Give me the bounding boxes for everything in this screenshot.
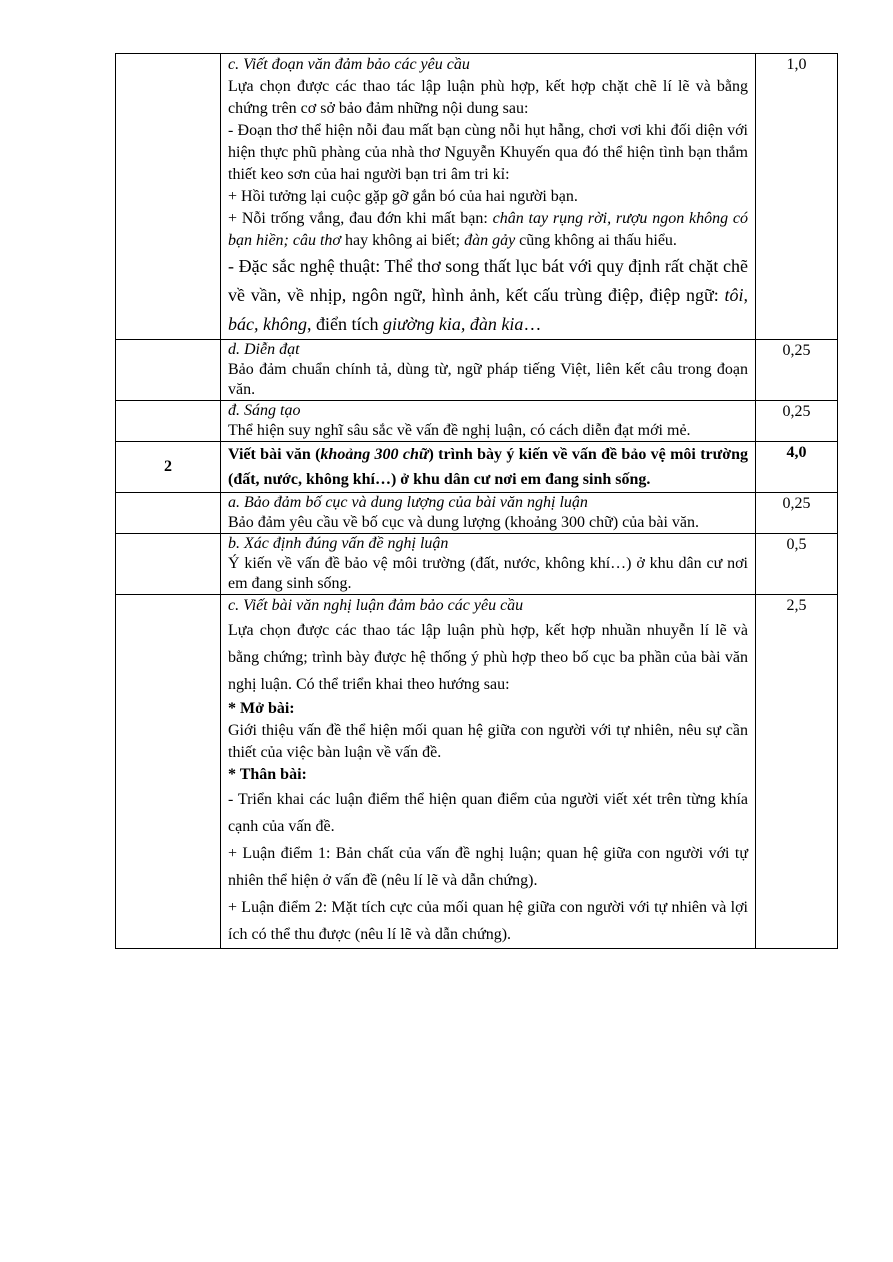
- question-number-cell: [116, 595, 221, 949]
- score-cell: 2,5: [756, 595, 838, 949]
- score-cell: 0,25: [756, 340, 838, 401]
- criteria-line: Bảo đảm yêu cầu về bố cục và dung lượng (khoảng 300 chữ) của bài văn.: [228, 514, 699, 531]
- text-run: + Nỗi trống vắng, đau đớn khi mất bạn:: [228, 210, 493, 227]
- text-run: hay không ai biết;: [340, 232, 465, 249]
- italic-run: khoảng 300 chữ: [320, 446, 429, 463]
- criteria-heading: a. Bảo đảm bố cục và dung lượng của bài văn nghị luận: [228, 494, 588, 511]
- criteria-heading: c. Viết đoạn văn đảm bảo các yêu cầu: [228, 56, 470, 73]
- italic-run: giường kia, đàn kia: [382, 314, 524, 334]
- criteria-cell: [221, 340, 756, 401]
- score-cell: 0,25: [756, 401, 838, 442]
- question-number-cell: [116, 54, 221, 340]
- criteria-cell: [221, 493, 756, 534]
- italic-run: tôi, bác, không: [228, 285, 748, 334]
- section-label: * Thân bài:: [228, 766, 307, 783]
- section-label: * Mở bài:: [228, 700, 295, 717]
- criteria-heading: d. Diễn đạt: [228, 341, 300, 358]
- criteria-line: + Luận điểm 2: Mặt tích cực của mối quan hệ giữa con người với tự nhiên và lợi ích có thể thu được (nêu lí lẽ và dẫn chứng).: [228, 899, 748, 943]
- criteria-line: Bảo đảm chuẩn chính tả, dùng từ, ngữ pháp tiếng Việt, liên kết câu trong đoạn văn.: [228, 361, 748, 398]
- question-number-cell: [116, 401, 221, 442]
- question-number-cell: [116, 534, 221, 595]
- criteria-line: Lựa chọn được các thao tác lập luận phù hợp, kết hợp nhuần nhuyễn lí lẽ và bằng chứng; trình bày được hệ thống ý phù hợp theo bố cục ba phần của bài văn nghị luận. Có thể triển khai theo hướng sau:: [228, 622, 748, 693]
- text-run: …: [523, 314, 542, 334]
- criteria-line: + Luận điểm 1: Bản chất của vấn đề nghị luận; quan hệ giữa con người với tự nhiên thể hiện ở vấn đề (nêu lí lẽ và dẫn chứng).: [228, 845, 748, 889]
- score-cell: 4,0: [756, 442, 838, 493]
- criteria-heading: b. Xác định đúng vấn đề nghị luận: [228, 535, 449, 552]
- score-cell: 0,5: [756, 534, 838, 595]
- table-row: [116, 401, 838, 442]
- criteria-cell: [221, 534, 756, 595]
- criteria-line: - Triển khai các luận điểm thể hiện quan điểm của người viết xét trên từng khía cạnh của vấn đề.: [228, 791, 748, 835]
- criteria-heading: đ. Sáng tạo: [228, 402, 301, 419]
- italic-run: đàn gảy: [464, 232, 516, 249]
- table-row: [116, 442, 838, 493]
- italic-run: chân tay rụng rời, rượu ngon không có bạn hiền; câu thơ: [228, 210, 749, 249]
- question-number-cell: [116, 493, 221, 534]
- question-number-cell: 2: [116, 442, 221, 493]
- score-cell: 1,0: [756, 54, 838, 340]
- criteria-line: + Hồi tưởng lại cuộc gặp gỡ gắn bó của hai người bạn.: [228, 188, 578, 205]
- table-row: [116, 595, 838, 949]
- criteria-cell: [221, 401, 756, 442]
- grading-table: [115, 53, 838, 949]
- criteria-cell: [221, 54, 756, 340]
- criteria-line: [228, 252, 748, 339]
- question-number-cell: [116, 340, 221, 401]
- score-cell: 0,25: [756, 493, 838, 534]
- question-title-cell: [221, 442, 756, 493]
- text-run: , điển tích: [306, 314, 383, 334]
- criteria-cell: [221, 595, 756, 949]
- table-row: [116, 54, 838, 340]
- text-run: Viết bài văn (: [228, 446, 321, 463]
- criteria-line: Lựa chọn được các thao tác lập luận phù hợp, kết hợp chặt chẽ lí lẽ và bằng chứng trên cơ sở bảo đảm những nội dung sau:: [228, 78, 748, 117]
- criteria-line: Giới thiệu vấn đề thể hiện mối quan hệ giữa con người với tự nhiên, nêu sự cần thiết của việc bàn luận về vấn đề.: [228, 722, 748, 761]
- criteria-line: Ý kiến về vấn đề bảo vệ môi trường (đất, nước, không khí…) ở khu dân cư nơi em đang sinh sống.: [228, 555, 748, 592]
- text-run: ) trình bày ý kiến về vấn đề bảo vệ môi trường (đất, nước, không khí…) ở khu dân cư nơi em đang sinh sống.: [228, 446, 748, 488]
- criteria-heading: c. Viết bài văn nghị luận đảm bảo các yêu cầu: [228, 597, 524, 614]
- table-row: [116, 534, 838, 595]
- text-run: cũng không ai thấu hiểu.: [515, 232, 677, 249]
- criteria-line: - Đoạn thơ thể hiện nỗi đau mất bạn cùng nỗi hụt hẫng, chơi vơi khi đối diện với hiện thực phũ phàng của nhà thơ Nguyễn Khuyến qua đó thể hiện tình bạn thắm thiết keo sơn của hai người bạn tri âm tri kỉ:: [228, 122, 748, 183]
- criteria-line: [228, 208, 748, 252]
- table-row: [116, 340, 838, 401]
- criteria-line: Thể hiện suy nghĩ sâu sắc về vấn đề nghị luận, có cách diễn đạt mới mẻ.: [228, 422, 691, 439]
- text-run: - Đặc sắc nghệ thuật: Thể thơ song thất lục bát với quy định rất chặt chẽ về vần, về nhịp, ngôn ngữ, hình ảnh, kết cấu trùng điệp, điệp ngữ:: [228, 256, 748, 305]
- question-title: [228, 442, 748, 492]
- table-row: [116, 493, 838, 534]
